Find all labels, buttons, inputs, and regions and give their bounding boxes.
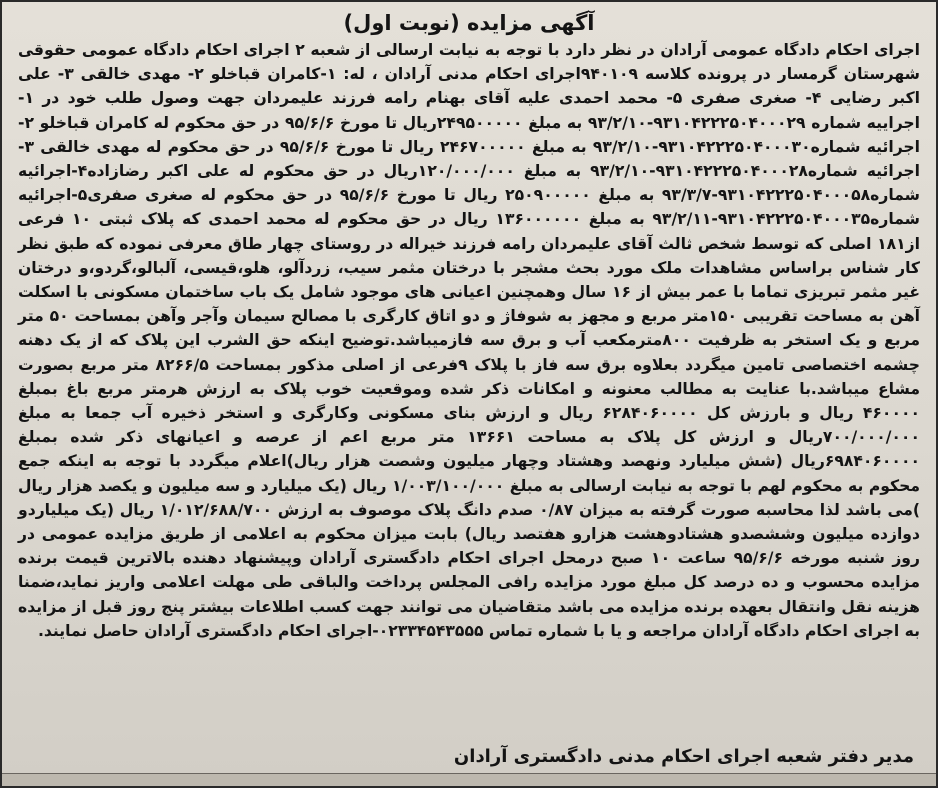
notice-title: آگهی مزایده (نوبت اول) [343, 11, 595, 35]
notice-body: اجرای احکام دادگاه عمومی آرادان در نظر دارد با توجه به نیابت ارسالی از شعبه ۲ اجرای احکام دادگاه عمومی حقوقی شهرستان گرمسار در پرونده کلاسه ۹۴۰۱۰۹اجرای احکام مدنی آرادان ، له: ۱-کامران قباخلو ۲- مهدی خالقی ۳- علی اکبر رضایی ۴- صغری صفری ۵- محمد احمدی علیه آقای بهنام رامه فرزند علیمردان جهت وصول طلب خود در ۱- اجراییه شماره ۹۳۱۰۴۲۲۲۵۰۴۰۰۰۲۹-۹۳/۲/۱۰ به مبلغ ۲۴۹۵۰۰۰۰۰ریال تا مورخ ۹۵/۶/۶ در حق محکوم له کامران قباخلو ۲-اجرائیه شماره۹۳۱۰۴۲۲۲۵۰۴۰۰۰۳۰-۹۳/۲/۱۰ به مبلغ ۲۴۶۷۰۰۰۰۰ ریال تا مورخ ۹۵/۶/۶ در حق محکوم له مهدی خالقی ۳- اجرائیه شماره۹۳۱۰۴۲۲۲۵۰۴۰۰۰۲۸-۹۳/۲/۱۰ به مبلغ ۱۲۰/۰۰۰/۰۰۰ریال در حق محکوم له علی اکبر رضازاده۴-اجرائیه شماره۹۳۱۰۴۲۲۲۵۰۴۰۰۰۵۸-۹۳/۳/۷ به مبلغ ۲۵۰۹۰۰۰۰۰ ریال تا مورخ ۹۵/۶/۶ در حق محکوم له صغری صفری۵-اجرائیه شماره۹۳۱۰۴۲۲۲۵۰۴۰۰۰۳۵-۹۳/۲/۱۱ به مبلغ ۱۳۶۰۰۰۰۰۰ ریال در حق محکوم له محمد احمدی که پلاک ثبتی ۱۰ فرعی از۱۸۱ اصلی که توسط شخص ثالث آقای علیمردان رامه فرزند خیراله در روستای چهار طاق معرفی نموده که طبق نظر کار شناس براساس مشاهدات ملک مورد بحث مشجر با درختان مثمر سیب، زردآلو، هلو،قیسی، آلبالو،گردو،و درختان غیر مثمر تبریزی تماما با عمر بیش از ۱۶ سال وهمچنین اعیانی های موجود شامل یک باب ساختمان مسکونی با اسکلت آهن به مساحت تقریبی ۱۵۰متر مربع و مجهز به شوفاژ و دو اتاق کارگری با مصالح سیمان وآجر وآهن بمساحت ۵۰ متر مربع و یک استخر به ظرفیت ۸۰۰مترمکعب آب و برق سه فازمیباشد.توضیح اینکه حق الشرب این پلاک که از یک دهنه چشمه اختصاصی تامین میگردد بعلاوه برق سه فاز با پلاک ۹فرعی از اصلی مذکور بمساحت ۸۲۶۶/۵ متر مربع بصورت مشاع میباشد.با عنایت به مطالب معنونه و امکانات ذکر شده وموقعیت خوب پلاک به ارزش هرمتر مربع باغ بمبلغ ۴۶۰۰۰۰ ریال و بارزش کل ۶۲۸۴۰۶۰۰۰۰ ریال و ارزش بنای مسکونی وکارگری و استخر ذخیره آب جمعا به مبلغ ۷۰۰/۰۰۰/۰۰۰ریال و ارزش کل پلاک به مساحت ۱۳۶۶۱ متر مربع اعم از عرصه و اعیانهای ذکر شده بمبلغ ۶۹۸۴۰۶۰۰۰۰ریال (شش میلیارد ونهصد وهشتاد وچهار میلیون وشصت هزار ریال)اعلام میگردد با توجه به اینکه جمع محکوم به محکوم لهم با توجه به نیابت ارسالی به مبلغ ۱/۰۰۳/۱۰۰/۰۰۰ ریال (یک میلیارد و سه میلیون و یکصد هزار ریال )می باشد لذا محاسبه صورت گرفته به میزان ۰/۸۷ صدم دانگ پلاک موصوف به ارزش ۱/۰۱۲/۶۸۸/۷۰۰ ریال (یک میلیاردو دوازده میلیون وششصدو هشتادوهشت هزارو هفتصد ریال) بابت میزان محکوم به اعلامی از طریق مزایده عمومی در روز شنبه مورخه ۹۵/۶/۶ ساعت ۱۰ صبح درمحل اجرای احکام دادگستری آرادان وپیشنهاد دهنده بالاترین قیمت برنده مزایده محسوب و ده درصد کل مبلغ مورد مزایده رافی المجلس پرداخت والباقی طی مهلت اعلامی واریز نماید،ضمنا هزینه نقل وانتقال بعهده برنده مزایده می باشد متقاضیان می توانند جهت کسب اطلاعات بیشتر پنج روز قبل از مزایده به اجرای احکام دادگاه آرادان مراجعه و یا با شماره تماس ۰۲۳۳۴۵۴۳۵۵۵-اجرای احکام دادگستری آرادان حاصل نمایند. [18, 41, 921, 640]
bottom-edge [2, 773, 936, 786]
notice-signature: مدیر دفتر شعبه اجرای احکام مدنی دادگستری آرادان [453, 746, 914, 767]
